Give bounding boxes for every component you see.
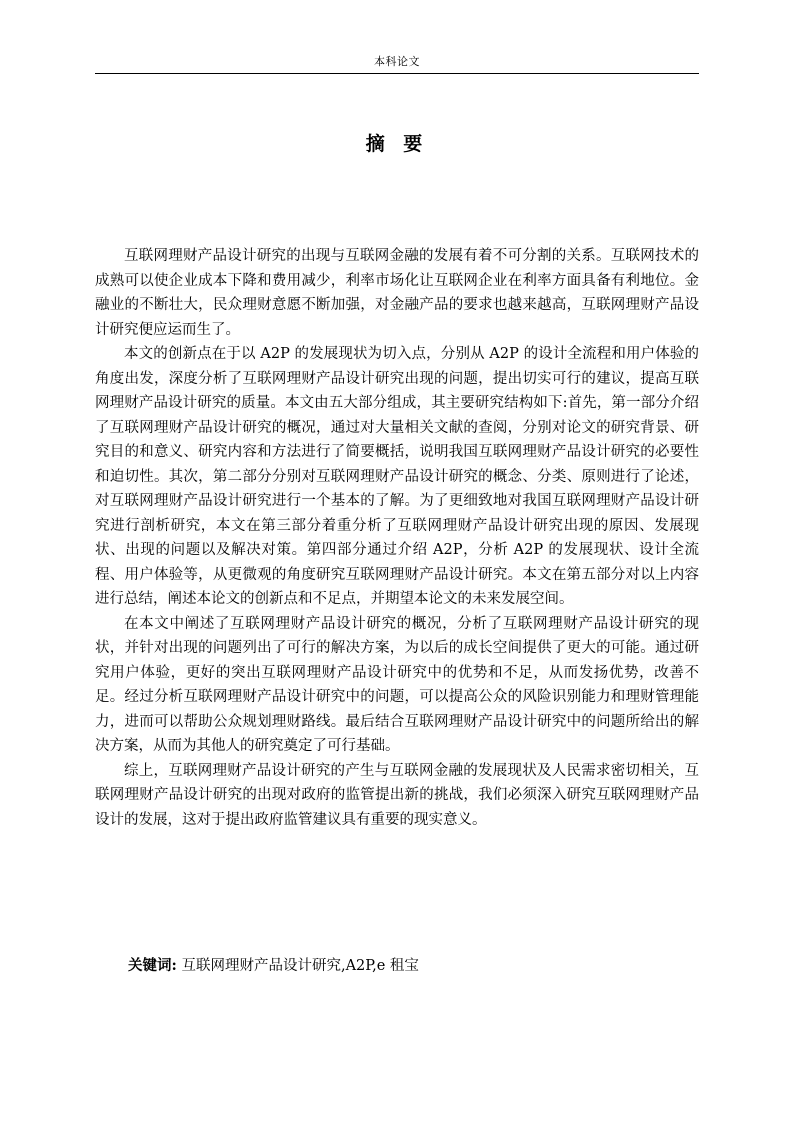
keywords-line (128, 954, 698, 978)
keywords-label: 关键词: (128, 957, 177, 974)
abstract-paragraph-3: 在本文中阐述了互联网理财产品设计研究的概况，分析了互联网理财产品设计研究的现状，并针对出现的问题列出了可行的解决方案，为以后的成长空间提供了更大的可能。通过研究用户体验，更好的突出互联网理财产品设计研究中的优势和不足，从而发扬优势，改善不足。经过分析互联网理财产品设计研究中的问题，可以提高公众的风险识别能力和理财管理能力，进而可以帮助公众规划理财路线。最后结合互联网理财产品设计研究中的问题所给出的解决方案，从而为其他人的研究奠定了可行基础。 (95, 615, 699, 754)
header-rule (95, 73, 699, 74)
abstract-paragraph-2: 本文的创新点在于以 A2P 的发展现状为切入点，分别从 A2P 的设计全流程和用户体验的角度出发，深度分析了互联网理财产品设计研究出现的问题，提出切实可行的建议，提高互联网理财产品设计研究的质量。本文由五大部分组成，其主要研究结构如下:首先，第一部分介绍了互联网理财产品设计研究的概况，通过对大量相关文献的查阅，分别对论文的研究背景、研究目的和意义、研究内容和方法进行了简要概括，说明我国互联网理财产品设计研究的必要性和迫切性。其次，第二部分分别对互联网理财产品设计研究的概念、分类、原则进行了论述，对互联网理财产品设计研究进行一个基本的了解。为了更细致地对我国互联网理财产品设计研究进行剖析研究，本文在第三部分着重分析了互联网理财产品设计研究出现的原因、发展现状、出现的问题以及解决对策。第四部分通过介绍 A2P，分析 A2P 的发展现状、设计全流程、用户体验等，从更微观的角度研究互联网理财产品设计研究。本文在第五部分对以上内容进行总结，阐述本论文的创新点和不足点，并期望本论文的未来发展空间。 (95, 346, 699, 607)
keywords-text: 互联网理财产品设计研究,A2P,e 租宝 (181, 958, 419, 974)
abstract-paragraph-1: 互联网理财产品设计研究的出现与互联网金融的发展有着不可分割的关系。互联网技术的成熟可以使企业成本下降和费用减少，利率市场化让互联网企业在利率方面具备有利地位。金融业的不断壮大，民众理财意愿不断加强，对金融产品的要求也越来越高，互联网理财产品设计研究便应运而生了。 (95, 248, 699, 338)
abstract-paragraph-4: 综上，互联网理财产品设计研究的产生与互联网金融的发展现状及人民需求密切相关，互联网理财产品设计研究的出现对政府的监管提出新的挑战，我们必须深入研究互联网理财产品设计的发展，这对于提出政府监管建议具有重要的现实意义。 (95, 762, 699, 828)
abstract-body (95, 244, 699, 832)
running-header: 本科论文 (374, 55, 420, 68)
abstract-title: 摘 要 (365, 133, 429, 155)
